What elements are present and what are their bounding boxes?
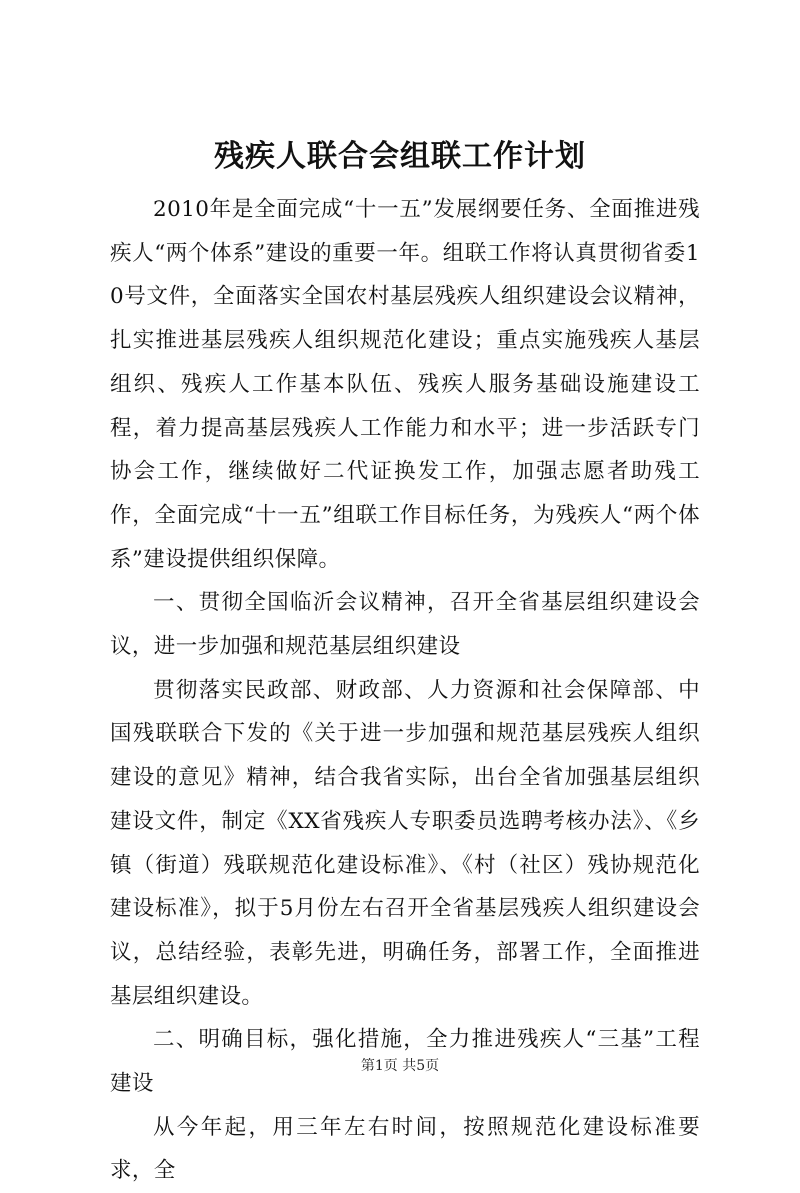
page-number-footer: 第1页 共5页 <box>360 1058 440 1074</box>
section-paragraph-2: 从今年起，用三年左右时间，按照规范化建设标准要求，全 <box>110 1114 700 1184</box>
document-title: 残疾人联合会组联工作计划 <box>214 139 586 174</box>
section-heading-2: 二、明确目标，强化措施，全力推进残疾人“三基”工程建设 <box>110 1027 700 1097</box>
document-body <box>110 188 700 1193</box>
intro-paragraph: 2010年是全面完成“十一五”发展纲要任务、全面推进残疾人“两个体系”建设的重要一年。组联工作将认真贯彻省委10号文件，全面落实全国农村基层残疾人组织建设会议精神，扎实推进基层残疾人组织规范化建设；重点实施残疾人基层组织、残疾人工作基本队伍、残疾人服务基础设施建设工程，着力提高基层残疾人工作能力和水平；进一步活跃专门协会工作，继续做好二代证换发工作，加强志愿者助残工作，全面完成“十一五”组联工作目标任务，为残疾人“两个体系”建设提供组织保障。 <box>110 197 700 572</box>
section-heading-1: 一、贯彻全国临沂会议精神，召开全省基层组织建设会议，进一步加强和规范基层组织建设 <box>110 590 700 660</box>
section-paragraph-1: 贯彻落实民政部、财政部、人力资源和社会保障部、中国残联联合下发的《关于进一步加强和规范基层残疾人组织建设的意见》精神，结合我省实际，出台全省加强基层组织建设文件，制定《XX省残疾人专职委员选聘考核办法》、《乡镇（街道）残联规范化建设标准》、《村（社区）残协规范化建设标准》，拟于5月份左右召开全省基层残疾人组织建设会议，总结经验，表彰先进，明确任务，部署工作，全面推进基层组织建设。 <box>110 677 700 1009</box>
